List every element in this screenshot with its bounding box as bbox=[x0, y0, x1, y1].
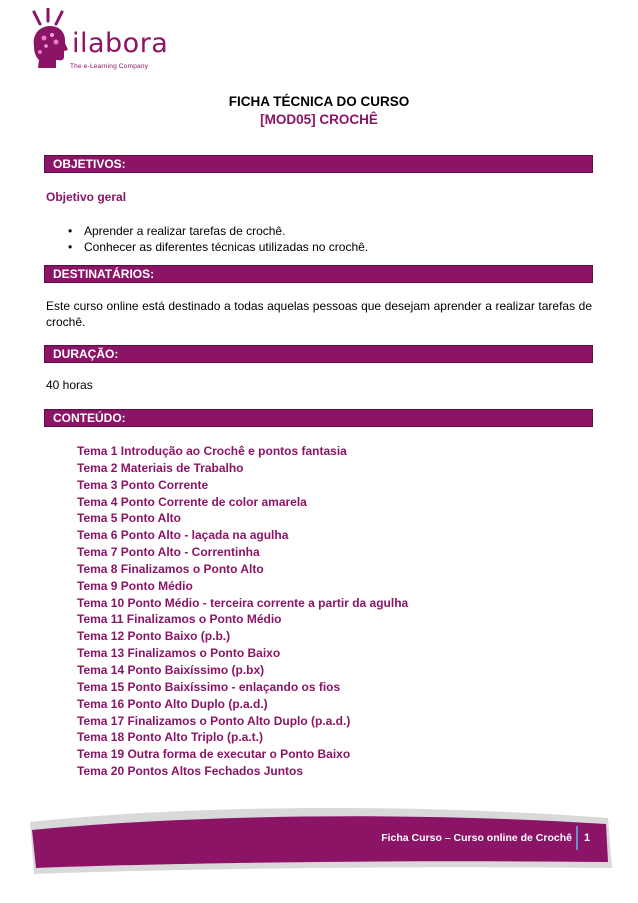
conteudo-heading: CONTEÚDO: bbox=[44, 409, 593, 427]
list-item: • Conhecer as diferentes técnicas utilizadas no crochê. bbox=[68, 239, 368, 255]
list-item: Tema 7 Ponto Alto - Correntinha bbox=[77, 545, 260, 560]
list-item: Tema 2 Materiais de Trabalho bbox=[77, 460, 244, 475]
conteudo-list bbox=[77, 443, 408, 780]
list-item: Tema 9 Ponto Médio bbox=[77, 578, 193, 593]
list-item: • Aprender a realizar tarefas de crochê. bbox=[68, 223, 368, 239]
list-item: Tema 18 Ponto Alto Triplo (p.a.t.) bbox=[77, 730, 264, 745]
brand-tagline: The e-Learning Company bbox=[70, 63, 149, 70]
list-item: Tema 14 Ponto Baixíssimo (p.bx) bbox=[77, 662, 265, 677]
objetivos-list bbox=[68, 223, 368, 255]
list-item: Tema 12 Ponto Baixo (p.b.) bbox=[77, 629, 231, 644]
list-item: Tema 11 Finalizamos o Ponto Médio bbox=[77, 612, 282, 627]
page-number: 1 bbox=[584, 832, 591, 844]
list-item: Tema 1 Introdução ao Crochê e pontos fantasia bbox=[77, 444, 347, 458]
list-item: Tema 20 Pontos Altos Fechados Juntos bbox=[77, 764, 304, 779]
brand-name: ilabora bbox=[72, 28, 169, 59]
list-item: Tema 5 Ponto Alto bbox=[77, 511, 182, 526]
page-title: FICHA TÉCNICA DO CURSO bbox=[228, 94, 410, 109]
objetivos-heading: OBJETIVOS: bbox=[44, 155, 593, 173]
footer-band bbox=[0, 790, 638, 903]
list-item: Tema 16 Ponto Alto Duplo (p.a.d.) bbox=[77, 696, 268, 711]
footer-text: Ficha Curso – Curso online de Crochê bbox=[381, 832, 572, 844]
list-item: Tema 19 Outra forma de executar o Ponto Baixo bbox=[77, 747, 351, 762]
course-title: [MOD05] CROCHÊ bbox=[260, 112, 378, 127]
list-item: Tema 6 Ponto Alto - laçada na agulha bbox=[77, 528, 289, 543]
list-item: Tema 8 Finalizamos o Ponto Alto bbox=[77, 561, 264, 576]
list-item: Tema 3 Ponto Corrente bbox=[77, 477, 209, 492]
destinatarios-heading: DESTINATÁRIOS: bbox=[44, 265, 593, 283]
objetivo-geral-subheading: Objetivo geral bbox=[46, 190, 127, 204]
duracao-text: 40 horas bbox=[46, 378, 93, 392]
list-item: Tema 10 Ponto Médio - terceira corrente a partir da agulha bbox=[77, 595, 409, 610]
destinatarios-text: Este curso online está destinado a todas aquelas pessoas que desejam aprender a realizar tarefas de crochê. bbox=[46, 299, 592, 329]
list-item: Tema 17 Finalizamos o Ponto Alto Duplo (p.a.d.) bbox=[77, 713, 351, 728]
list-item: Tema 13 Finalizamos o Ponto Baixo bbox=[77, 646, 281, 661]
footer-divider bbox=[576, 826, 578, 850]
duracao-heading: DURAÇÃO: bbox=[44, 345, 593, 363]
list-item: Tema 15 Ponto Baixíssimo - enlaçando os fios bbox=[77, 679, 341, 694]
list-item: Tema 4 Ponto Corrente de color amarela bbox=[77, 494, 307, 509]
